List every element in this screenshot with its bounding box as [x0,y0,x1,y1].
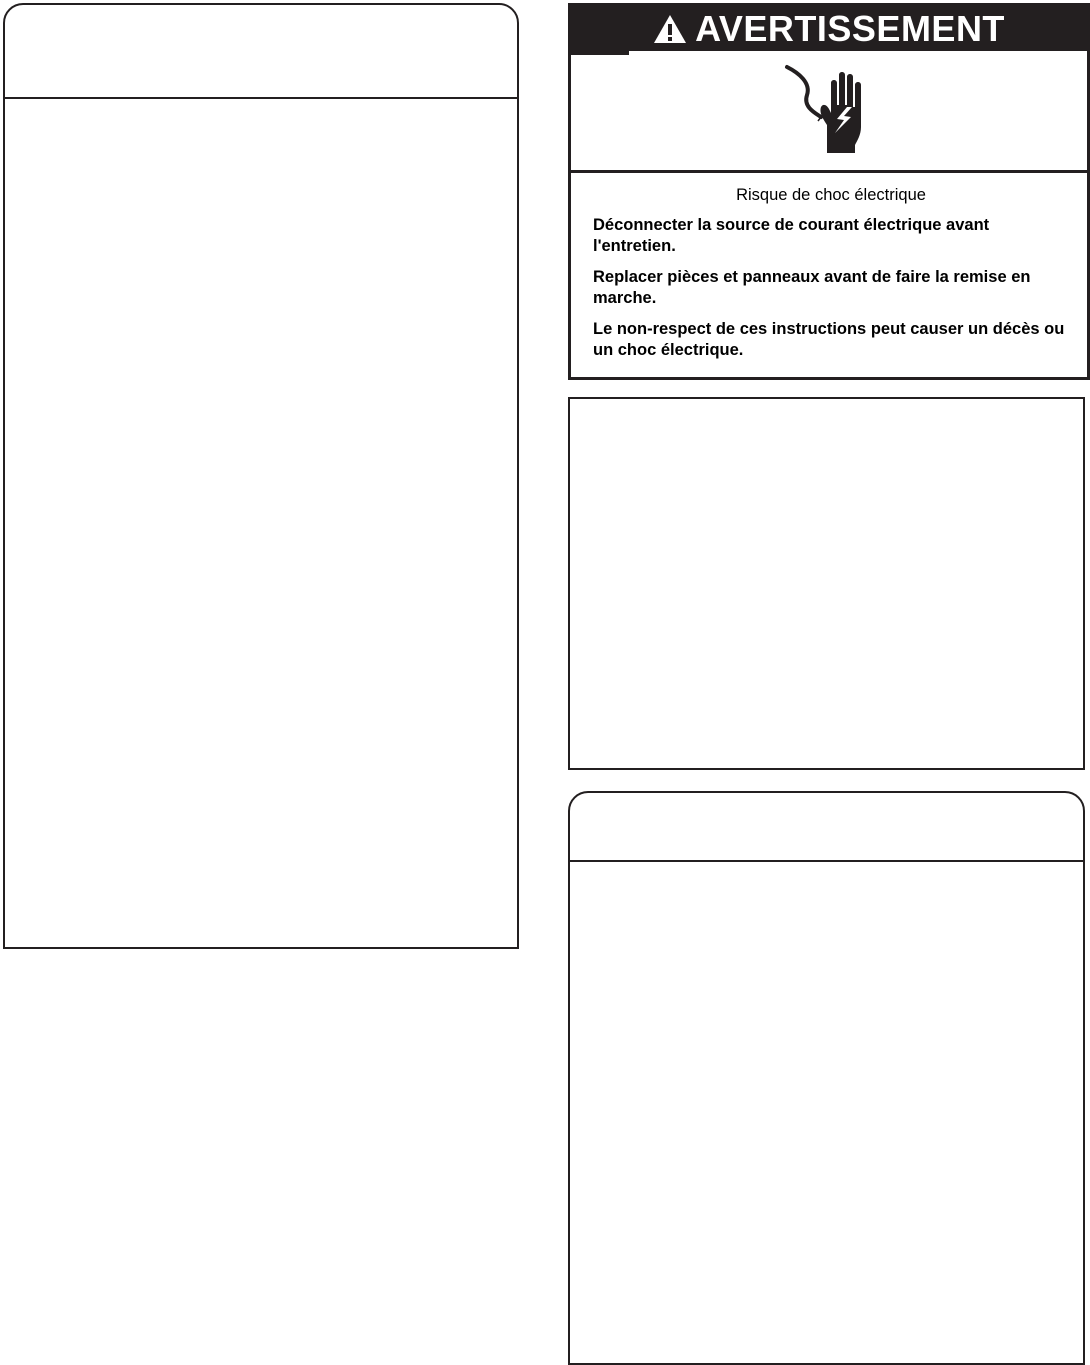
left-panel-header [5,5,517,99]
warning-box [568,3,1090,380]
warning-header [571,6,1087,51]
left-panel [3,3,519,949]
warning-triangle-icon [653,14,687,44]
hazard-title: Risque de choc électrique [736,186,926,204]
header-shade [571,51,629,55]
instruction-disconnect: Déconnecter la source de courant électrique avant l'entretien. [593,216,990,255]
middle-box [568,397,1085,770]
warning-symbol-area [571,51,1087,173]
warning-text [571,173,1087,361]
warning-title: AVERTISSEMENT [695,7,1005,49]
instruction-consequence: Le non-respect de ces instructions peut causer un décès ou un choc électrique. [593,320,1065,359]
instruction-replace-panels: Replacer pièces et panneaux avant de faire la remise en marche. [593,268,1031,307]
bottom-panel-header [570,793,1083,862]
bottom-panel [568,791,1085,1365]
electrical-shock-hand-icon [781,61,877,161]
